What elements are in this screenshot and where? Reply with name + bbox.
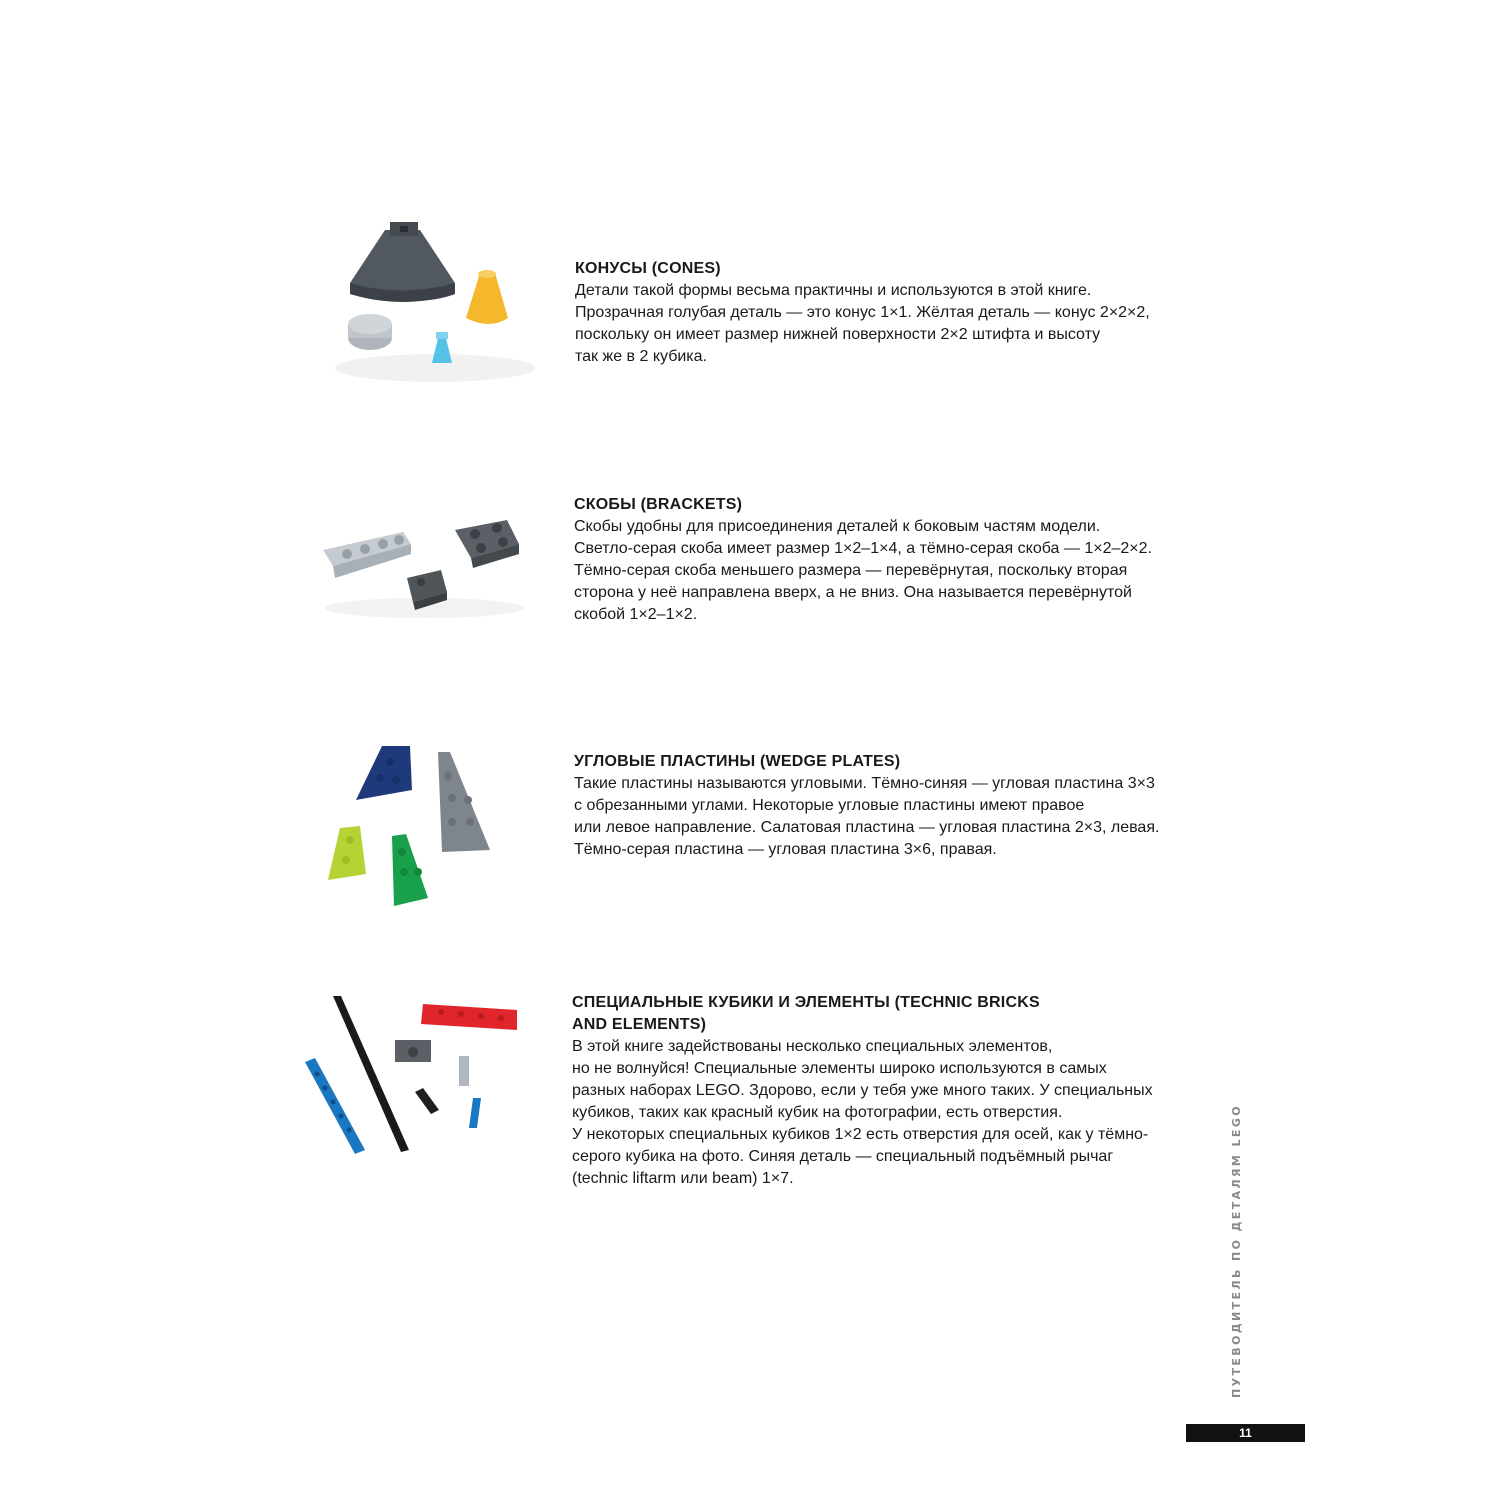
wedge-plates-line-3: или левое направление. Салатовая пластина — угловая пластина 2×3, левая.: [574, 819, 1160, 836]
page-number: 11: [1186, 1424, 1305, 1442]
brackets-line-3: Тёмно-серая скоба меньшего размера — перевёрнутая, поскольку вторая: [574, 562, 1128, 579]
wedge-plates-photo: [320, 740, 510, 915]
wedge-plates-line-1: Такие пластины называются угловыми. Тёмно-синяя — угловая пластина 3×3: [574, 775, 1155, 792]
brackets-photo: [315, 512, 530, 622]
technic-line-4: кубиков, таких как красный кубик на фотографии, есть отверстия.: [572, 1104, 1063, 1121]
wedge-plates-line-2: с обрезанными углами. Некоторые угловые пластины имеют правое: [574, 797, 1085, 814]
technic-line-1: В этой книге задействованы несколько специальных элементов,: [572, 1038, 1053, 1055]
brackets-line-4: сторона у неё направлена вверх, а не вниз. Она называется перевёрнутой: [574, 584, 1132, 601]
cones-line-4: так же в 2 кубика.: [575, 348, 707, 365]
cones-title: КОНУСЫ (CONES): [575, 260, 721, 277]
technic-line-2: но не волнуйся! Специальные элементы широко используются в самых: [572, 1060, 1107, 1077]
wedge-plates-title: УГЛОВЫЕ ПЛАСТИНЫ (WEDGE PLATES): [574, 753, 901, 770]
brackets-title: СКОБЫ (BRACKETS): [574, 496, 743, 513]
cones-line-2: Прозрачная голубая деталь — это конус 1×1. Жёлтая деталь — конус 2×2×2,: [575, 304, 1150, 321]
technic-title-line-2: AND ELEMENTS): [572, 1016, 707, 1033]
brackets-line-5: скобой 1×2–1×2.: [574, 606, 698, 623]
technic-title-line-1: СПЕЦИАЛЬНЫЕ КУБИКИ И ЭЛЕМЕНТЫ (TECHNIC BRICKS: [572, 994, 1040, 1011]
cones-photo: [330, 218, 540, 388]
cones-line-3: поскольку он имеет размер нижней поверхности 2×2 штифта и высоту: [575, 326, 1101, 343]
technic-line-5: У некоторых специальных кубиков 1×2 есть отверстия для осей, как у тёмно-: [572, 1126, 1149, 1143]
brackets-line-1: Скобы удобны для присоединения деталей к боковым частям модели.: [574, 518, 1101, 535]
side-running-head: ПУТЕВОДИТЕЛЬ ПО ДЕТАЛЯМ LEGO: [1230, 1103, 1243, 1398]
brackets-line-2: Светло-серая скоба имеет размер 1×2–1×4, а тёмно-серая скоба — 1×2–2×2.: [574, 540, 1152, 557]
technic-line-3: разных наборах LEGO. Здорово, если у тебя уже много таких. У специальных: [572, 1082, 1153, 1099]
technic-line-6: серого кубика на фото. Синяя деталь — специальный подъёмный рычаг: [572, 1148, 1114, 1165]
technic-line-7: (technic liftarm или beam) 1×7.: [572, 1170, 794, 1187]
wedge-plates-line-4: Тёмно-серая пластина — угловая пластина 3×6, правая.: [574, 841, 997, 858]
technic-photo: [295, 990, 530, 1160]
cones-line-1: Детали такой формы весьма практичны и используются в этой книге.: [575, 282, 1092, 299]
